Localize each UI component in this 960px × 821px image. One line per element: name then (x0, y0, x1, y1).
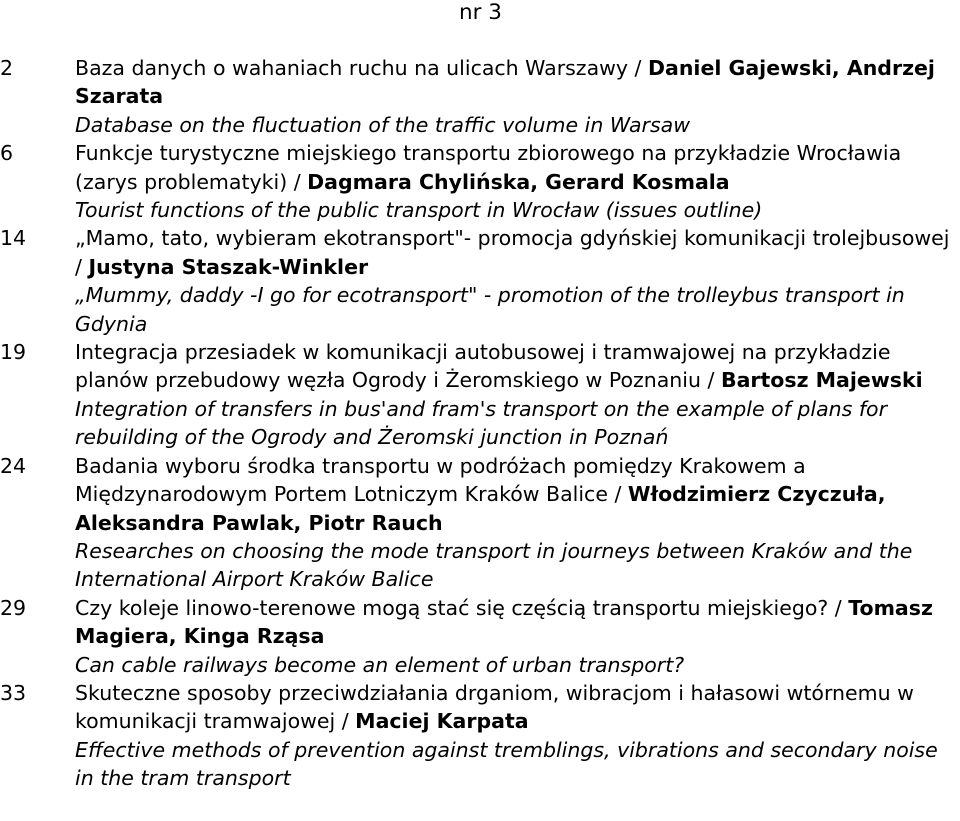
polish-title-text: Czy koleje linowo-terenowe mogą stać się częścią transportu miejskiego? / (75, 595, 849, 620)
toc-entry (0, 452, 960, 594)
page-number: 24 (0, 453, 27, 478)
polish-title-text: Integracja przesiadek w komunikacji autobusowej i tramwajowej na przykładzie planów przebudowy węzła Ogrody i Żeromskiego w Poznaniu / (75, 340, 891, 393)
english-title: „Mummy, daddy -I go for ecotransport" - promotion of the trolleybus transport in Gdynia (75, 283, 905, 336)
authors: Maciej Karpata (355, 709, 529, 734)
polish-title (75, 594, 960, 651)
toc-entry (0, 139, 960, 224)
polish-title-text: Baza danych o wahaniach ruchu na ulicach Warszawy / (75, 56, 648, 80)
polish-title (75, 139, 960, 196)
authors: Dagmara Chylińska, Gerard Kosmala (307, 169, 730, 194)
toc-entry (0, 54, 960, 139)
page-number: 6 (0, 141, 14, 166)
issue-number: nr 3 (459, 0, 502, 25)
english-title: Can cable railways become an element of urban transport? (75, 652, 685, 677)
page-number: 2 (0, 56, 14, 80)
authors: Justyna Staszak-Winkler (88, 254, 369, 279)
english-title: Effective methods of prevention against tremblings, vibrations and secondary noise in the tram transport (75, 737, 938, 791)
authors: Daniel Gajewski, Andrzej Szarata (75, 56, 935, 109)
polish-title (75, 452, 960, 537)
polish-title-text: Funkcje turystyczne miejskiego transportu zbiorowego na przykładzie Wrocławia (zarys problematyki) / (75, 141, 902, 194)
polish-title (75, 54, 960, 111)
authors: Bartosz Majewski (720, 368, 923, 393)
polish-title (75, 679, 960, 736)
english-title: Researches on choosing the mode transport in journeys between Kraków and the International Airport Kraków Balice (75, 538, 913, 592)
table-of-contents (0, 54, 960, 793)
toc-entry (0, 594, 960, 679)
authors: Tomasz Magiera, Kinga Rząsa (75, 595, 933, 649)
page-number: 19 (0, 340, 27, 365)
polish-title-text: Badania wyboru środka transportu w podróżach pomiędzy Krakowem a Międzynarodowym Portem Lotniczym Kraków Balice / (75, 453, 806, 507)
english-title: Tourist functions of the public transport in Wrocław (issues outline) (75, 198, 763, 223)
polish-title (75, 338, 960, 395)
english-title: Database on the fluctuation of the traffic volume in Warsaw (75, 112, 690, 137)
polish-title-text: „Mamo, tato, wybieram ekotransport"- promocja gdyńskiej komunikacji trolejbusowej / (75, 226, 950, 279)
page-number: 14 (0, 226, 27, 251)
polish-title (75, 224, 960, 281)
polish-title-text: Skuteczne sposoby przeciwdziałania drganiom, wibracjom i hałasowi wtórnemu w komunikacji tramwajowej / (75, 680, 914, 734)
authors: Włodzimierz Czyczuła, Aleksandra Pawlak, Piotr Rauch (75, 482, 886, 535)
toc-entry (0, 224, 960, 338)
page-number: 29 (0, 595, 27, 620)
toc-entry (0, 679, 960, 793)
page-number: 33 (0, 680, 27, 705)
english-title: Integration of transfers in bus'and fram's transport on the example of plans for rebuilding of the Ogrody and Żeromski junction in Poznań (75, 396, 888, 450)
toc-entry (0, 338, 960, 452)
